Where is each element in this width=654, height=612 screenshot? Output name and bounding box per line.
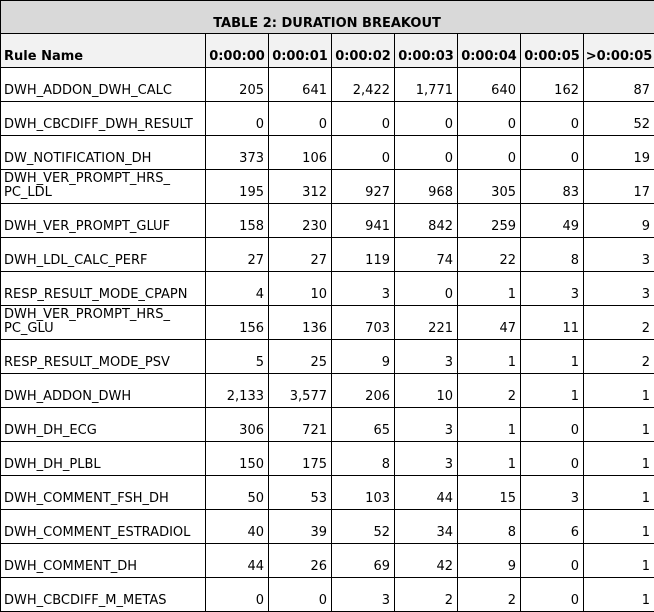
rule-name-cell: DWH_VER_PROMPT_HRS_ PC_LDL [1, 170, 206, 204]
table-title-row [1, 1, 654, 34]
header-duration-3: 0:00:03 [395, 34, 458, 68]
duration-count-cell: 2 [584, 340, 654, 374]
table-row [1, 340, 654, 374]
duration-count-cell: 721 [269, 408, 332, 442]
duration-count-cell: 5 [206, 340, 269, 374]
table-title: TABLE 2: DURATION BREAKOUT [1, 1, 654, 34]
rule-name-cell: DWH_LDL_CALC_PERF [1, 238, 206, 272]
duration-count-cell: 52 [332, 510, 395, 544]
duration-count-cell: 1 [584, 510, 654, 544]
rule-name-cell: DWH_DH_ECG [1, 408, 206, 442]
duration-count-cell: 0 [206, 578, 269, 612]
duration-count-cell: 1 [458, 272, 521, 306]
duration-count-cell: 2 [395, 578, 458, 612]
header-rule-name: Rule Name [1, 34, 206, 68]
duration-count-cell: 162 [521, 68, 584, 102]
duration-count-cell: 3,577 [269, 374, 332, 408]
duration-count-cell: 40 [206, 510, 269, 544]
duration-count-cell: 2,133 [206, 374, 269, 408]
duration-count-cell: 221 [395, 306, 458, 340]
duration-count-cell: 50 [206, 476, 269, 510]
duration-count-cell: 3 [584, 238, 654, 272]
duration-count-cell: 10 [269, 272, 332, 306]
table-body [1, 68, 654, 612]
duration-count-cell: 259 [458, 204, 521, 238]
table-row [1, 272, 654, 306]
table-row [1, 408, 654, 442]
table-row [1, 476, 654, 510]
duration-count-cell: 703 [332, 306, 395, 340]
rule-name-cell: DWH_DH_PLBL [1, 442, 206, 476]
duration-count-cell: 49 [521, 204, 584, 238]
duration-count-cell: 1 [584, 408, 654, 442]
duration-count-cell: 150 [206, 442, 269, 476]
duration-count-cell: 0 [395, 272, 458, 306]
duration-count-cell: 3 [395, 340, 458, 374]
duration-count-cell: 22 [458, 238, 521, 272]
table-row [1, 238, 654, 272]
duration-count-cell: 0 [395, 102, 458, 136]
duration-count-cell: 17 [584, 170, 654, 204]
duration-count-cell: 19 [584, 136, 654, 170]
duration-count-cell: 106 [269, 136, 332, 170]
rule-name-cell: DWH_ADDON_DWH [1, 374, 206, 408]
duration-count-cell: 3 [332, 272, 395, 306]
duration-count-cell: 842 [395, 204, 458, 238]
duration-count-cell: 312 [269, 170, 332, 204]
duration-count-cell: 3 [395, 442, 458, 476]
duration-count-cell: 0 [332, 102, 395, 136]
duration-count-cell: 2 [458, 578, 521, 612]
rule-name-cell: DWH_CBCDIFF_DWH_RESULT [1, 102, 206, 136]
duration-count-cell: 6 [521, 510, 584, 544]
duration-count-cell: 1 [584, 476, 654, 510]
table-row [1, 204, 654, 238]
rule-name-cell: DWH_ADDON_DWH_CALC [1, 68, 206, 102]
duration-count-cell: 10 [395, 374, 458, 408]
duration-count-cell: 2,422 [332, 68, 395, 102]
duration-count-cell: 156 [206, 306, 269, 340]
duration-count-cell: 0 [269, 102, 332, 136]
duration-count-cell: 0 [458, 102, 521, 136]
rule-name-cell: RESP_RESULT_MODE_PSV [1, 340, 206, 374]
duration-count-cell: 74 [395, 238, 458, 272]
duration-count-cell: 205 [206, 68, 269, 102]
duration-count-cell: 0 [521, 442, 584, 476]
rule-name-cell: DWH_VER_PROMPT_GLUF [1, 204, 206, 238]
duration-count-cell: 0 [395, 136, 458, 170]
duration-count-cell: 1 [521, 374, 584, 408]
table-row [1, 136, 654, 170]
duration-count-cell: 305 [458, 170, 521, 204]
duration-count-cell: 87 [584, 68, 654, 102]
duration-count-cell: 9 [584, 204, 654, 238]
duration-count-cell: 3 [521, 272, 584, 306]
duration-count-cell: 941 [332, 204, 395, 238]
duration-count-cell: 1 [521, 340, 584, 374]
duration-count-cell: 640 [458, 68, 521, 102]
header-duration-1: 0:00:01 [269, 34, 332, 68]
header-duration-5: 0:00:05 [521, 34, 584, 68]
duration-count-cell: 3 [332, 578, 395, 612]
duration-count-cell: 1 [458, 442, 521, 476]
duration-count-cell: 39 [269, 510, 332, 544]
duration-count-cell: 53 [269, 476, 332, 510]
duration-count-cell: 8 [332, 442, 395, 476]
table-row [1, 170, 654, 204]
duration-count-cell: 44 [395, 476, 458, 510]
header-duration-over-5: >0:00:05 [584, 34, 654, 68]
table-row [1, 578, 654, 612]
duration-count-cell: 641 [269, 68, 332, 102]
duration-count-cell: 0 [521, 102, 584, 136]
duration-count-cell: 230 [269, 204, 332, 238]
duration-count-cell: 3 [584, 272, 654, 306]
duration-count-cell: 158 [206, 204, 269, 238]
duration-count-cell: 1,771 [395, 68, 458, 102]
duration-count-cell: 8 [458, 510, 521, 544]
rule-name-cell: DWH_COMMENT_ESTRADIOL [1, 510, 206, 544]
duration-count-cell: 44 [206, 544, 269, 578]
duration-count-cell: 1 [584, 374, 654, 408]
duration-count-cell: 119 [332, 238, 395, 272]
rule-name-cell: DW_NOTIFICATION_DH [1, 136, 206, 170]
duration-count-cell: 8 [521, 238, 584, 272]
duration-count-cell: 1 [584, 544, 654, 578]
duration-count-cell: 11 [521, 306, 584, 340]
duration-count-cell: 0 [458, 136, 521, 170]
duration-count-cell: 4 [206, 272, 269, 306]
duration-count-cell: 25 [269, 340, 332, 374]
table-row [1, 374, 654, 408]
duration-count-cell: 0 [332, 136, 395, 170]
duration-count-cell: 1 [584, 442, 654, 476]
duration-count-cell: 0 [521, 578, 584, 612]
table-row [1, 544, 654, 578]
duration-count-cell: 0 [521, 408, 584, 442]
duration-count-cell: 0 [269, 578, 332, 612]
duration-count-cell: 3 [521, 476, 584, 510]
rule-name-cell: RESP_RESULT_MODE_CPAPN [1, 272, 206, 306]
duration-count-cell: 927 [332, 170, 395, 204]
duration-count-cell: 15 [458, 476, 521, 510]
duration-count-cell: 1 [458, 340, 521, 374]
duration-count-cell: 27 [269, 238, 332, 272]
duration-count-cell: 0 [521, 136, 584, 170]
duration-count-cell: 42 [395, 544, 458, 578]
duration-count-cell: 2 [458, 374, 521, 408]
rule-name-cell: DWH_CBCDIFF_M_METAS [1, 578, 206, 612]
duration-count-cell: 27 [206, 238, 269, 272]
header-duration-0: 0:00:00 [206, 34, 269, 68]
duration-count-cell: 1 [458, 408, 521, 442]
rule-name-cell: DWH_COMMENT_DH [1, 544, 206, 578]
table-row [1, 306, 654, 340]
table-row [1, 102, 654, 136]
duration-count-cell: 306 [206, 408, 269, 442]
duration-count-cell: 373 [206, 136, 269, 170]
duration-count-cell: 9 [458, 544, 521, 578]
table-row [1, 442, 654, 476]
duration-count-cell: 968 [395, 170, 458, 204]
table-header-row [1, 34, 654, 68]
rule-name-cell: DWH_VER_PROMPT_HRS_ PC_GLU [1, 306, 206, 340]
duration-count-cell: 2 [584, 306, 654, 340]
duration-count-cell: 0 [206, 102, 269, 136]
duration-count-cell: 175 [269, 442, 332, 476]
table-row [1, 510, 654, 544]
duration-count-cell: 83 [521, 170, 584, 204]
duration-count-cell: 103 [332, 476, 395, 510]
duration-count-cell: 9 [332, 340, 395, 374]
duration-count-cell: 34 [395, 510, 458, 544]
duration-count-cell: 195 [206, 170, 269, 204]
table-row [1, 68, 654, 102]
duration-count-cell: 65 [332, 408, 395, 442]
duration-count-cell: 136 [269, 306, 332, 340]
duration-count-cell: 0 [521, 544, 584, 578]
duration-count-cell: 69 [332, 544, 395, 578]
duration-count-cell: 206 [332, 374, 395, 408]
rule-name-cell: DWH_COMMENT_FSH_DH [1, 476, 206, 510]
header-duration-2: 0:00:02 [332, 34, 395, 68]
duration-count-cell: 26 [269, 544, 332, 578]
duration-count-cell: 1 [584, 578, 654, 612]
duration-count-cell: 47 [458, 306, 521, 340]
duration-count-cell: 3 [395, 408, 458, 442]
duration-count-cell: 52 [584, 102, 654, 136]
header-duration-4: 0:00:04 [458, 34, 521, 68]
